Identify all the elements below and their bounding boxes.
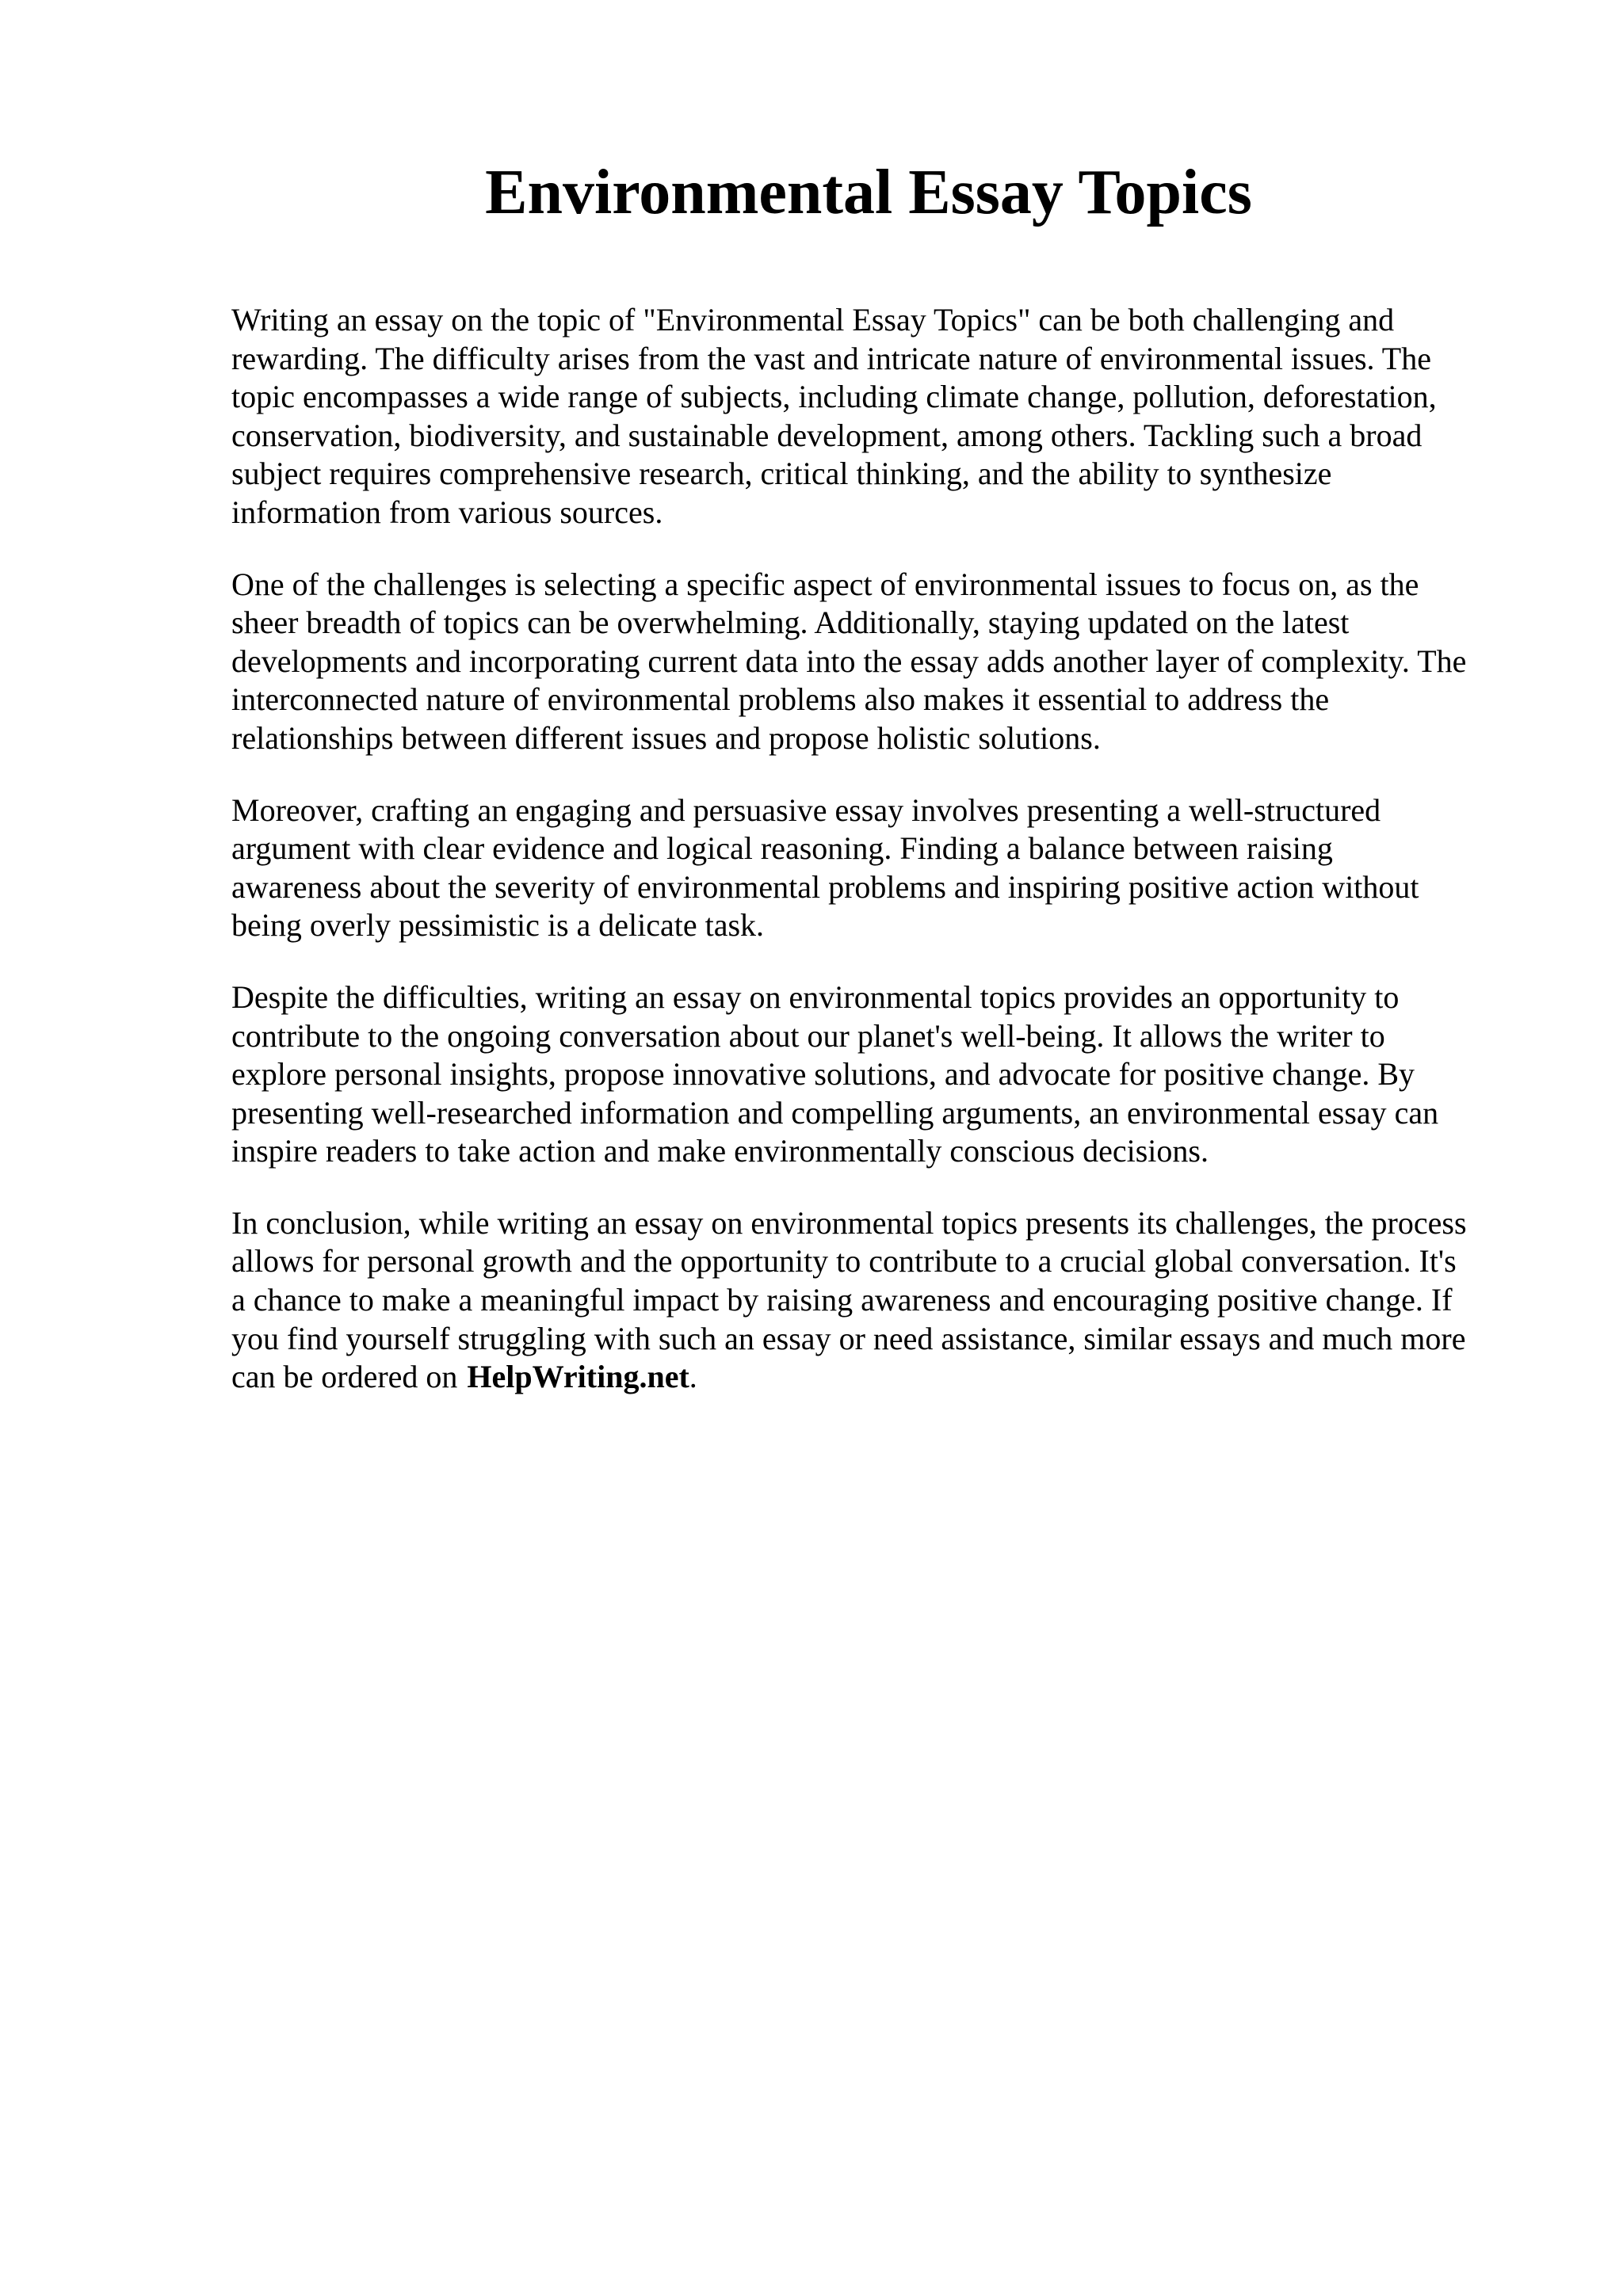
text-line: In conclusion, while writing an essay on environmental topics presents its challenges, the process: [231, 1204, 1467, 1241]
text-line: relationships between different issues and propose holistic solutions.: [231, 719, 1101, 756]
text-line: a chance to make a meaningful impact by raising awareness and encouraging positive change. If: [231, 1282, 1453, 1318]
paragraph-4: [231, 978, 1523, 1171]
text-line: argument with clear evidence and logical reasoning. Finding a balance between raising: [231, 830, 1333, 867]
text-line: explore personal insights, propose innovative solutions, and advocate for positive change. By: [231, 1056, 1415, 1093]
text-line: allows for personal growth and the opportunity to contribute to a crucial global conversation. It's: [231, 1243, 1457, 1280]
essay-body: [231, 301, 1523, 1430]
text-line: interconnected nature of environmental problems also makes it essential to address the: [231, 681, 1330, 718]
text-line: Despite the difficulties, writing an essay on environmental topics provides an opportunity to: [231, 978, 1400, 1015]
text-line: inspire readers to take action and make environmentally conscious decisions.: [231, 1133, 1209, 1169]
final-text-line: [231, 1358, 1523, 1397]
text-line: you find yourself struggling with such an essay or need assistance, similar essays and much more: [231, 1320, 1466, 1356]
text-line: subject requires comprehensive research, critical thinking, and the ability to synthesize: [231, 456, 1332, 492]
text-line: presenting well-researched information and compelling arguments, an environmental essay can: [231, 1094, 1439, 1131]
text-line: Moreover, crafting an engaging and persuasive essay involves presenting a well-structured: [231, 791, 1381, 828]
final-line-prefix: can be ordered on: [231, 1359, 458, 1395]
paragraph-3: [231, 791, 1523, 945]
page-title: Environmental Essay Topics: [485, 158, 1252, 227]
text-line: topic encompasses a wide range of subjects, including climate change, pollution, deforestation,: [231, 379, 1437, 415]
text-line: developments and incorporating current data into the essay adds another layer of complexity. The: [231, 643, 1467, 679]
paragraph-1: [231, 301, 1523, 532]
text-line: conservation, biodiversity, and sustainable development, among others. Tackling such a broad: [231, 417, 1423, 453]
text-line: Writing an essay on the topic of "Environmental Essay Topics" can be both challenging and: [231, 302, 1395, 338]
text-line: being overly pessimistic is a delicate task.: [231, 907, 765, 944]
paragraph-2: [231, 566, 1523, 758]
text-line: One of the challenges is selecting a specific aspect of environmental issues to focus on, as the: [231, 566, 1419, 602]
paragraph-5: [231, 1204, 1523, 1397]
text-line: information from various sources.: [231, 494, 663, 530]
text-line: contribute to the ongoing conversation about our planet's well-being. It allows the writer to: [231, 1017, 1385, 1054]
text-line: awareness about the severity of environmental problems and inspiring positive action without: [231, 868, 1419, 905]
helpwriting-link[interactable]: HelpWriting.net: [467, 1359, 689, 1395]
text-line: sheer breadth of topics can be overwhelming. Additionally, staying updated on the latest: [231, 605, 1350, 641]
final-line-suffix: .: [689, 1359, 697, 1395]
text-line: rewarding. The difficulty arises from the vast and intricate nature of environmental issues. The: [231, 340, 1431, 376]
